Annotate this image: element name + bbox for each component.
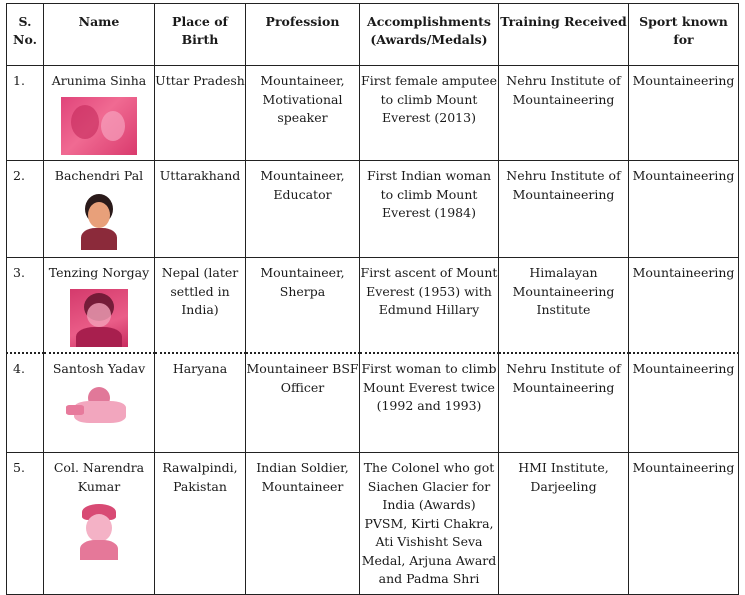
cell-sno: 1.: [7, 66, 44, 161]
cell-accomplishments: First female amputee to climb Mount Everest (2013): [360, 66, 499, 161]
cell-training: Nehru Institute of Mountaineering: [499, 353, 629, 453]
cell-name: [44, 66, 155, 161]
cell-training: HMI Institute, Darjeeling: [499, 453, 629, 595]
cell-profession: Indian Soldier, Mountaineer: [246, 453, 360, 595]
cell-sport: Mountaineering: [629, 66, 739, 161]
cell-name: [44, 353, 155, 453]
cell-place: Uttarakhand: [155, 161, 246, 258]
cell-training: Himalayan Mountaineering Institute: [499, 258, 629, 354]
cell-training: Nehru Institute of Mountaineering: [499, 161, 629, 258]
cell-sno: 4.: [7, 353, 44, 453]
cell-name: [44, 453, 155, 595]
header-row: [7, 4, 739, 66]
cell-place: Nepal (later settled in India): [155, 258, 246, 354]
cell-sport: Mountaineering: [629, 258, 739, 354]
photo-bachendri-pal: [77, 192, 121, 250]
cell-sport: Mountaineering: [629, 453, 739, 595]
cell-sno: 5.: [7, 453, 44, 595]
header-accomplishments: Accomplishments (Awards/Medals): [360, 4, 499, 66]
table-row: [7, 453, 739, 595]
cell-accomplishments: First Indian woman to climb Mount Everest (1984): [360, 161, 499, 258]
photo-tenzing-norgay: [70, 289, 128, 347]
person-name: Tenzing Norgay: [48, 265, 150, 280]
photo-arunima-sinha: [61, 97, 137, 155]
person-name: Arunima Sinha: [51, 73, 147, 88]
cell-sno: 3.: [7, 258, 44, 354]
photo-santosh-yadav: [64, 385, 134, 425]
cell-accomplishments: First ascent of Mount Everest (1953) with Edmund Hillary: [360, 258, 499, 354]
header-place: Place of Birth: [155, 4, 246, 66]
cell-training: Nehru Institute of Mountaineering: [499, 66, 629, 161]
header-profession: Profession: [246, 4, 360, 66]
person-name: Santosh Yadav: [52, 361, 146, 376]
cell-name: [44, 258, 155, 354]
cell-accomplishments: The Colonel who got Siachen Glacier for India (Awards) PVSM, Kirti Chakra, Ati Vishisht Seva Medal, Arjuna Award and Padma Shri: [360, 453, 499, 595]
cell-sno: 2.: [7, 161, 44, 258]
cell-place: Rawalpindi, Pakistan: [155, 453, 246, 595]
table-row: [7, 258, 739, 354]
cell-sport: Mountaineering: [629, 161, 739, 258]
header-sport: Sport known for: [629, 4, 739, 66]
person-name: Bachendri Pal: [54, 168, 144, 183]
cell-accomplishments: First woman to climb Mount Everest twice (1992 and 1993): [360, 353, 499, 453]
cell-name: [44, 161, 155, 258]
person-name: Col. Narendra Kumar: [53, 460, 145, 494]
cell-place: Uttar Pradesh: [155, 66, 246, 161]
mountaineers-table: [6, 3, 739, 595]
photo-narendra-kumar: [76, 502, 122, 560]
header-name: Name: [44, 4, 155, 66]
table-row: [7, 66, 739, 161]
cell-profession: Mountaineer BSF Officer: [246, 353, 360, 453]
cell-sport: Mountaineering: [629, 353, 739, 453]
cell-profession: Mountaineer, Sherpa: [246, 258, 360, 354]
cell-place: Haryana: [155, 353, 246, 453]
table-row: [7, 161, 739, 258]
header-training: Training Received: [499, 4, 629, 66]
header-sno: S. No.: [7, 4, 44, 66]
table-row: [7, 353, 739, 453]
cell-profession: Mountaineer, Motivational speaker: [246, 66, 360, 161]
cell-profession: Mountaineer, Educator: [246, 161, 360, 258]
